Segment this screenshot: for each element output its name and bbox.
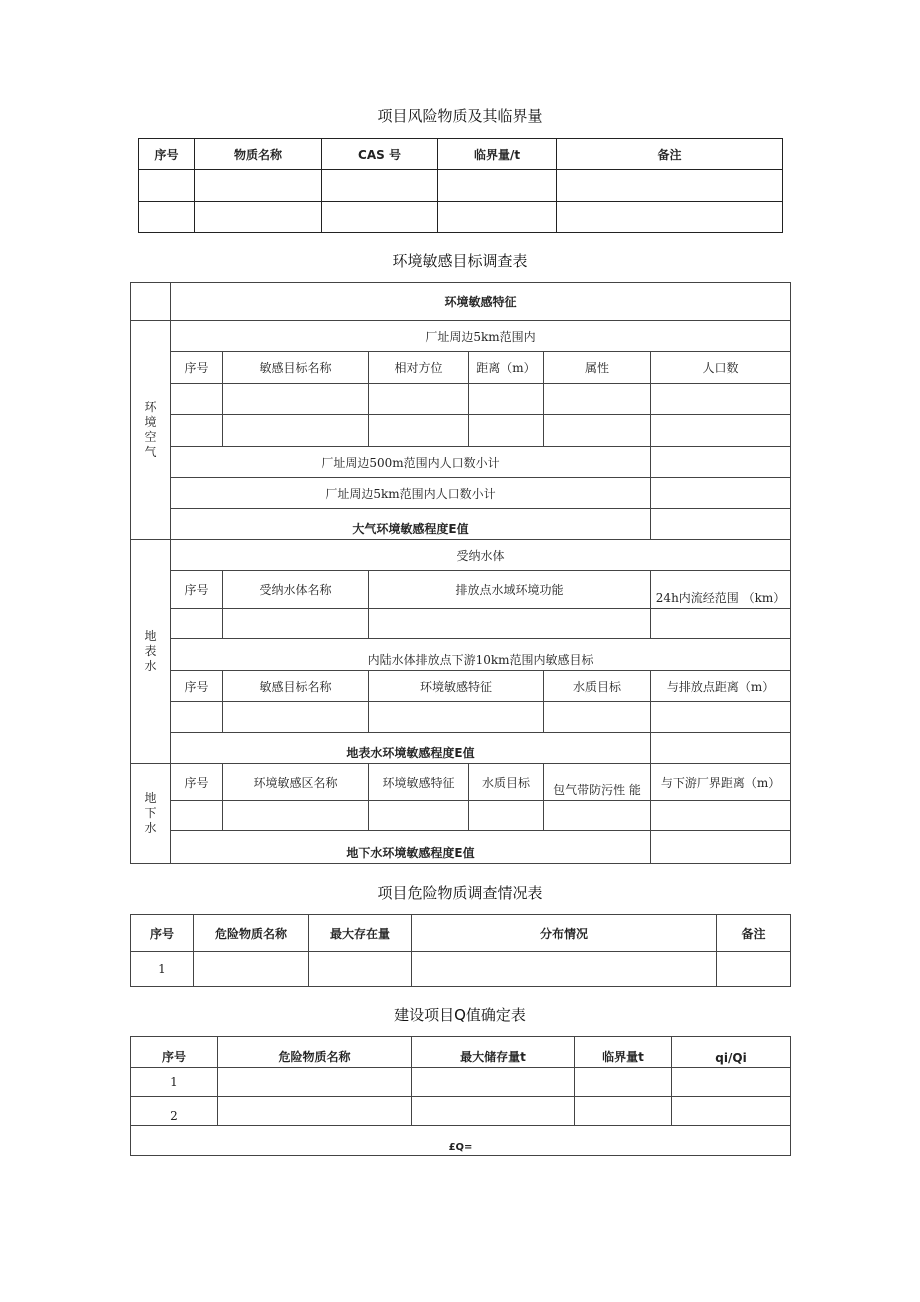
table-header-cell: 临界量/t [438, 139, 557, 170]
column-header: 序号 [171, 671, 223, 702]
ground-e-value-label: 地下水环境敏感程度E值 [171, 831, 651, 864]
table-header-cell: 备注 [717, 915, 791, 952]
table-row [131, 1068, 791, 1097]
row-number: 1 [131, 952, 194, 987]
column-header: 属性 [544, 352, 651, 384]
air-500m-subtotal-label: 厂址周边500m范围内人口数小计 [171, 447, 651, 478]
column-header: 排放点水域环境功能 [369, 571, 651, 609]
table-header-cell: 最大储存量t [412, 1037, 575, 1068]
column-header: 距离（m） [469, 352, 544, 384]
downstream-targets-label: 内陆水体排放点下游10km范围内敏感目标 [171, 639, 791, 671]
surface-water-side-label: 地 表 水 [131, 540, 171, 764]
column-header: 序号 [171, 571, 223, 609]
column-header: 敏感目标名称 [223, 671, 369, 702]
table-row [139, 202, 783, 233]
table-header-cell: 序号 [131, 1037, 218, 1068]
table-header-cell: 危险物质名称 [218, 1037, 412, 1068]
air-side-label: 环 境 空 气 [131, 321, 171, 540]
hazard-threshold-table [138, 138, 783, 233]
column-header: 环境敏感特征 [369, 764, 469, 801]
table-header-cell: qi/Qi [672, 1037, 791, 1068]
q-value-table [130, 1036, 791, 1156]
column-header: 敏感目标名称 [223, 352, 369, 384]
column-header: 环境敏感区名称 [223, 764, 369, 801]
hazard-survey-table [130, 914, 791, 987]
column-header: 环境敏感特征 [369, 671, 544, 702]
table-row [131, 702, 791, 733]
table-header-cell: 危险物质名称 [194, 915, 309, 952]
column-header: 包气带防污性 能 [544, 764, 651, 801]
sensitive-target-table [130, 282, 791, 864]
column-header: 水质目标 [544, 671, 651, 702]
receiving-water-label: 受纳水体 [171, 540, 791, 571]
air-range-label: 厂址周边5km范围内 [171, 321, 791, 352]
surface-e-value-label: 地表水环境敏感程度E值 [171, 733, 651, 764]
table-row [131, 384, 791, 415]
table-header-cell: 序号 [139, 139, 195, 170]
table1-title: 项目风险物质及其临界量 [377, 107, 543, 125]
column-header: 24h内流经范围 （km） [651, 571, 791, 609]
table-row [131, 801, 791, 831]
table-header-cell: 序号 [131, 915, 194, 952]
table2-title: 环境敏感目标调查表 [392, 252, 528, 270]
table-header-cell: 最大存在量 [309, 915, 412, 952]
column-header: 与排放点距离（m） [651, 671, 791, 702]
table3-title: 项目危险物质调查情况表 [377, 884, 543, 902]
table-header-cell: CAS 号 [322, 139, 438, 170]
env-sensitive-header: 环境敏感特征 [171, 283, 791, 321]
column-header: 序号 [171, 352, 223, 384]
q-sum-label: £Q= [131, 1126, 791, 1156]
table-header-cell: 物质名称 [195, 139, 322, 170]
column-header: 受纳水体名称 [223, 571, 369, 609]
air-e-value-label: 大气环境敏感程度E值 [171, 509, 651, 540]
table4-title: 建设项目Q值确定表 [394, 1006, 526, 1024]
column-header: 水质目标 [469, 764, 544, 801]
table-header-cell: 备注 [557, 139, 783, 170]
table-row [131, 415, 791, 447]
table-row [131, 1097, 791, 1126]
column-header: 与下游厂界距离（m） [651, 764, 791, 801]
table-row [131, 952, 791, 987]
column-header: 相对方位 [369, 352, 469, 384]
table-row [131, 609, 791, 639]
row-number: 1 [131, 1068, 218, 1097]
row-number: 2 [131, 1097, 218, 1126]
air-5km-subtotal-label: 厂址周边5km范围内人口数小计 [171, 478, 651, 509]
table-header-cell: 临界量t [575, 1037, 672, 1068]
table-header-cell: 分布情况 [412, 915, 717, 952]
column-header: 序号 [171, 764, 223, 801]
table-row [139, 170, 783, 202]
column-header: 人口数 [651, 352, 791, 384]
ground-water-side-label: 地 下 水 [131, 764, 171, 864]
